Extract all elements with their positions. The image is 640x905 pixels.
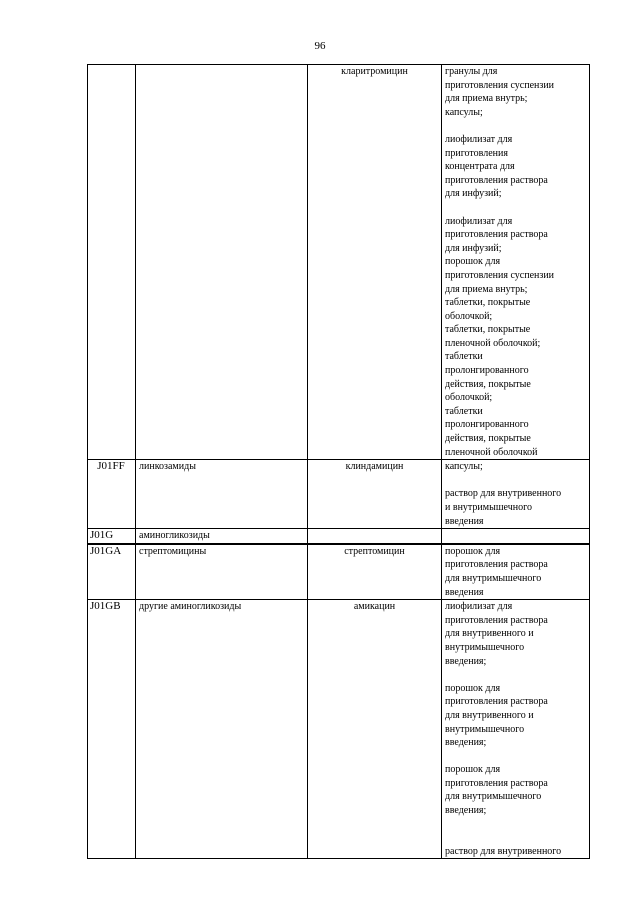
dosage-form-line: введения;	[445, 805, 487, 817]
dosage-form-line: приготовления	[445, 147, 508, 159]
dosage-form-line	[445, 201, 587, 215]
dosage-form-line: приготовления суспензии	[445, 79, 555, 91]
dosage-form-line	[445, 119, 587, 133]
dosage-form-line: введения;	[445, 737, 487, 749]
dosage-form-line	[445, 750, 587, 764]
table-row	[88, 460, 590, 529]
dosage-form-line: пролонгированного	[445, 419, 529, 431]
dosage-form-line: раствор для внутривенного	[445, 845, 562, 857]
dosage-form-line: пролонгированного	[445, 365, 529, 377]
dosage-forms-cell	[442, 460, 590, 529]
dosage-form-line: внутримышечного	[445, 723, 525, 735]
dosage-form-line: оболочкой;	[445, 310, 493, 322]
dosage-form-line: порошок для	[445, 764, 501, 776]
dosage-forms-cell	[442, 544, 590, 600]
group-name-cell: другие аминогликозиды	[136, 600, 308, 859]
dosage-form-line: введения;	[445, 655, 487, 667]
drug-name-cell: клиндамицин	[308, 460, 442, 529]
group-name-cell: стрептомицины	[136, 544, 308, 600]
dosage-form-line: лиофилизат для	[445, 215, 513, 227]
atc-code-cell: J01GB	[88, 600, 136, 859]
dosage-form-line: приготовления раствора	[445, 559, 548, 571]
drug-name-cell	[308, 529, 442, 544]
dosage-form-line: для приема внутрь;	[445, 283, 528, 295]
drug-name-cell: кларитромицин	[308, 65, 442, 460]
dosage-form-line	[445, 831, 587, 845]
dosage-forms-cell	[442, 65, 590, 460]
dosage-form-line: таблетки	[445, 351, 483, 363]
dosage-form-line: гранулы для	[445, 66, 498, 77]
drug-name-cell: амикацин	[308, 600, 442, 859]
dosage-form-line: порошок для	[445, 545, 501, 557]
dosage-form-line: для инфузий;	[445, 242, 502, 254]
dosage-form-line: концентрата для	[445, 161, 515, 173]
dosage-form-line	[445, 668, 587, 682]
table-row	[88, 544, 590, 600]
dosage-form-line: капсулы;	[445, 461, 483, 473]
dosage-form-line: действия, покрытые	[445, 433, 531, 445]
dosage-form-line: приготовления суспензии	[445, 269, 555, 281]
dosage-form-line: введения	[445, 515, 484, 527]
dosage-form-line: действия, покрытые	[445, 378, 531, 390]
dosage-form-line: приготовления раствора	[445, 614, 548, 626]
table-row	[88, 600, 590, 859]
dosage-form-line: таблетки, покрытые	[445, 324, 531, 336]
drug-name-cell: стрептомицин	[308, 544, 442, 600]
dosage-forms-cell	[442, 600, 590, 859]
dosage-form-line: для внутривенного и	[445, 628, 534, 640]
dosage-form-line: внутримышечного	[445, 641, 525, 653]
dosage-form-line: пленочной оболочкой	[445, 446, 538, 458]
dosage-form-line: раствор для внутривенного	[445, 488, 562, 500]
dosage-form-line: таблетки	[445, 405, 483, 417]
dosage-form-line	[445, 474, 587, 488]
dosage-form-line: и внутримышечного	[445, 502, 532, 513]
dosage-form-line: капсулы;	[445, 106, 483, 118]
dosage-form-line	[445, 818, 587, 832]
atc-code-cell: J01FF	[88, 460, 136, 529]
atc-code-cell	[88, 65, 136, 460]
group-name-cell	[136, 65, 308, 460]
dosage-forms-cell	[442, 529, 590, 544]
dosage-form-line: пленочной оболочкой;	[445, 337, 541, 349]
dosage-form-line: приготовления раствора	[445, 174, 548, 186]
dosage-form-line: для инфузий;	[445, 188, 502, 200]
table-row	[88, 65, 590, 460]
dosage-form-line: приготовления раствора	[445, 229, 548, 241]
group-name-cell: линкозамиды	[136, 460, 308, 529]
dosage-form-line: для приема внутрь;	[445, 93, 528, 105]
dosage-form-line: для внутримышечного	[445, 791, 542, 803]
group-name-cell: аминогликозиды	[136, 529, 308, 544]
medication-table-body	[88, 65, 590, 859]
page-number: 96	[314, 40, 326, 52]
dosage-form-line: лиофилизат для	[445, 601, 513, 613]
table-row	[88, 529, 590, 544]
dosage-form-line: порошок для	[445, 256, 501, 268]
medication-table	[87, 64, 590, 859]
dosage-form-line: для внутривенного и	[445, 709, 534, 721]
dosage-form-line: введения	[445, 586, 484, 598]
dosage-form-line: оболочкой;	[445, 392, 493, 404]
atc-code-cell: J01GA	[88, 544, 136, 600]
dosage-form-line: таблетки, покрытые	[445, 297, 531, 309]
atc-code-cell: J01G	[88, 529, 136, 544]
dosage-form-line: порошок для	[445, 682, 501, 694]
dosage-form-line: приготовления раствора	[445, 696, 548, 708]
dosage-form-line: лиофилизат для	[445, 133, 513, 145]
dosage-form-line: для внутримышечного	[445, 572, 542, 584]
dosage-form-line: приготовления раствора	[445, 777, 548, 789]
